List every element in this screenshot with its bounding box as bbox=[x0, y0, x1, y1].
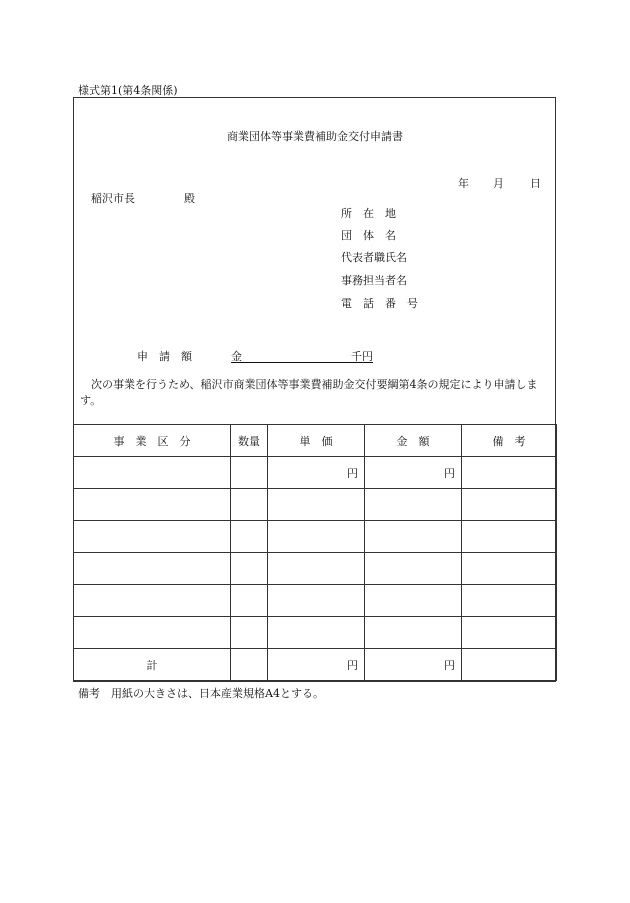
cell-amount bbox=[365, 489, 462, 521]
cell-unit-price: 円 bbox=[268, 457, 365, 489]
date-year: 年 bbox=[458, 177, 469, 190]
cell-total-label: 計 bbox=[74, 649, 231, 681]
cell-amount bbox=[365, 521, 462, 553]
cell-amount bbox=[365, 553, 462, 585]
applicant-group-label: 団 体 名 bbox=[341, 229, 396, 242]
amount-label: 申 請 額 bbox=[137, 350, 192, 363]
cell-remarks bbox=[462, 617, 557, 649]
table-row bbox=[74, 553, 557, 585]
cell-unit-price bbox=[268, 489, 365, 521]
cell-quantity bbox=[231, 585, 268, 617]
cell-category bbox=[74, 457, 231, 489]
addressee-honorific: 殿 bbox=[184, 192, 195, 205]
table-row bbox=[74, 457, 557, 489]
header-category: 事 業 区 分 bbox=[74, 425, 231, 457]
addressee-name: 稲沢市長 bbox=[91, 192, 135, 205]
amount-prefix: 金 bbox=[231, 350, 242, 363]
header-amount: 金 額 bbox=[365, 425, 462, 457]
header-unit-price: 単 価 bbox=[268, 425, 365, 457]
header-quantity: 数量 bbox=[231, 425, 268, 457]
cell-remarks bbox=[462, 553, 557, 585]
cell-category bbox=[74, 521, 231, 553]
cell-remarks bbox=[462, 585, 557, 617]
table-row bbox=[74, 585, 557, 617]
applicant-contact-label: 事務担当者名 bbox=[341, 274, 407, 287]
cell-quantity bbox=[231, 617, 268, 649]
table-row bbox=[74, 617, 557, 649]
expense-table bbox=[73, 424, 557, 681]
table-row bbox=[74, 521, 557, 553]
body-text: 次の事業を行うため、稲沢市商業団体等事業費補助金交付要綱第4条の規定により申請します。 bbox=[80, 378, 538, 407]
cell-remarks bbox=[462, 649, 557, 681]
footnote: 備考 用紙の大きさは、日本産業規格A4とする。 bbox=[78, 687, 324, 700]
form-number: 様式第1(第4条関係) bbox=[78, 84, 178, 97]
cell-amount bbox=[365, 617, 462, 649]
date-month: 月 bbox=[493, 177, 504, 190]
table-row bbox=[74, 489, 557, 521]
applicant-representative-label: 代表者職氏名 bbox=[341, 251, 407, 264]
amount-unit: 千円 bbox=[351, 350, 373, 363]
cell-category bbox=[74, 489, 231, 521]
cell-category bbox=[74, 553, 231, 585]
cell-amount bbox=[365, 585, 462, 617]
cell-category bbox=[74, 617, 231, 649]
cell-remarks bbox=[462, 489, 557, 521]
cell-amount: 円 bbox=[365, 457, 462, 489]
cell-total-amount: 円 bbox=[365, 649, 462, 681]
cell-quantity bbox=[231, 457, 268, 489]
applicant-address-label: 所 在 地 bbox=[341, 207, 396, 220]
cell-unit-price bbox=[268, 585, 365, 617]
table-total-row bbox=[74, 649, 557, 681]
form-title: 商業団体等事業費補助金交付申請書 bbox=[227, 130, 403, 143]
cell-quantity bbox=[231, 521, 268, 553]
table-header-row bbox=[74, 425, 557, 457]
cell-quantity bbox=[231, 489, 268, 521]
header-remarks: 備 考 bbox=[462, 425, 557, 457]
amount-field bbox=[231, 348, 373, 363]
applicant-phone-label: 電 話 番 号 bbox=[341, 297, 418, 310]
cell-unit-price bbox=[268, 617, 365, 649]
date-day: 日 bbox=[530, 177, 541, 190]
cell-remarks bbox=[462, 521, 557, 553]
cell-unit-price bbox=[268, 521, 365, 553]
cell-category bbox=[74, 585, 231, 617]
cell-quantity bbox=[231, 553, 268, 585]
cell-total-unit-price: 円 bbox=[268, 649, 365, 681]
cell-remarks bbox=[462, 457, 557, 489]
cell-quantity bbox=[231, 649, 268, 681]
cell-unit-price bbox=[268, 553, 365, 585]
